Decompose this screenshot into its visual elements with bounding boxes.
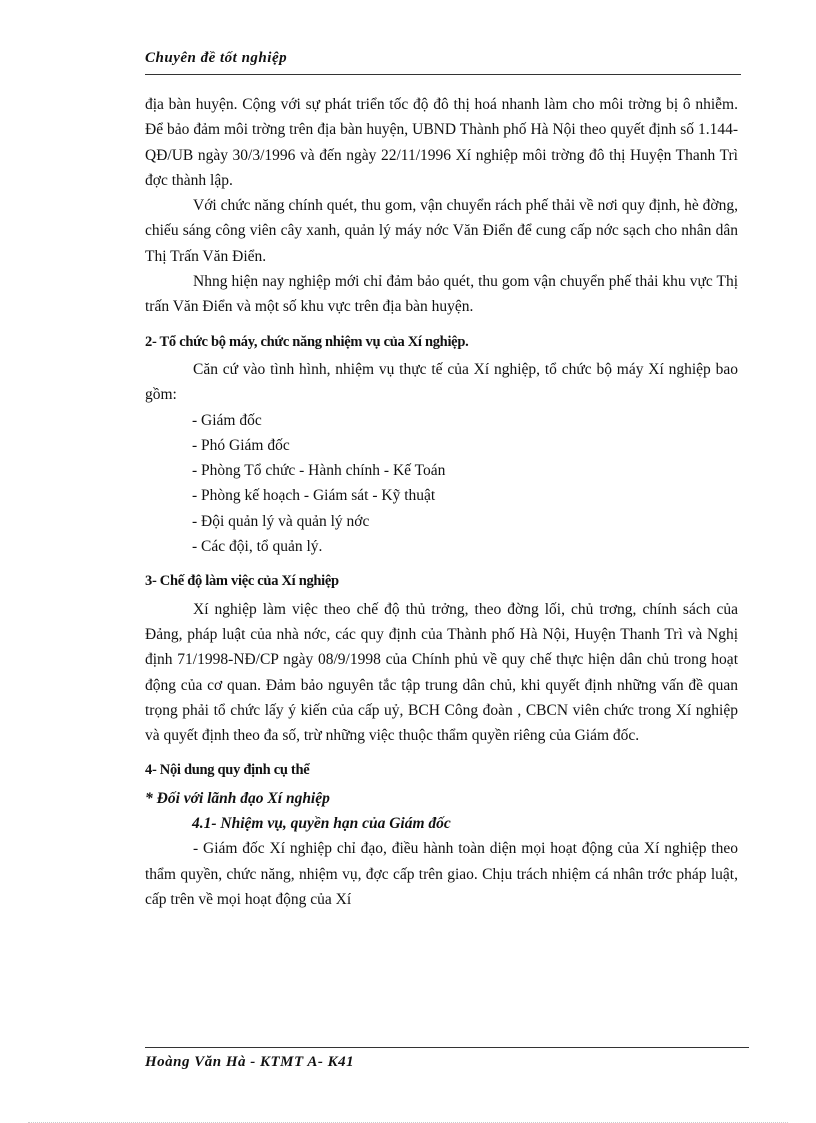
list-item: - Giám đốc [192, 411, 262, 429]
list-item: - Phòng kế hoạch - Giám sát - Kỹ thuật [192, 487, 436, 505]
list-item: - Phòng Tổ chức - Hành chính - Kế Toán [192, 462, 446, 480]
list-item: - Các đội, tổ quản lý. [192, 538, 323, 556]
paragraph-2: Với chức năng chính quét, thu gom, vận chuyển rách phế thải về nơi quy định, hè đờng, chiếu sáng công viên cây xanh, quản lý máy nớc Văn Điển để cung cấp nớc sạch cho nhân dân Thị Trấn Văn Điển. [145, 197, 738, 265]
list-item: - Đội quản lý và quản lý nớc [192, 512, 370, 530]
list-item: - Phó Giám đốc [192, 436, 290, 454]
section-4-heading: 4- Nội dung quy định cụ thể [145, 762, 310, 779]
footer-rule [145, 1047, 749, 1048]
page-footer: Hoàng Văn Hà - KTMT A- K41 [145, 1054, 355, 1070]
section-3-text: Xí nghiệp làm việc theo chế độ thủ trởng, theo đờng lối, chủ trơng, chính sách của Đảng, pháp luật của nhà nớc, các quy định của Thành phố Hà Nội, Huyện Thanh Trì và Nghị định 71/1998-NĐ/CP ngày 08/9/1998 của Chính phủ về quy chế thực hiện dân chủ trong hoạt động của cơ quan. Đảm bảo nguyên tắc tập trung dân chủ, khi quyết định những vấn đề quan trọng phải tổ chức lấy ý kiến của cấp uỷ, BCH Công đoàn , CBCN viên chức trong Xí nghiệp và quyết định theo đa số, trừ những việc thuộc thẩm quyền riêng của Giám đốc. [145, 600, 738, 745]
paragraph-3: Nhng hiện nay nghiệp mới chỉ đảm bảo quét, thu gom vận chuyển phế thải khu vực Thị trấn Văn Điển và một số khu vực trên địa bàn huyện. [145, 273, 738, 316]
section-2-heading: 2- Tổ chức bộ máy, chức năng nhiệm vụ của Xí nghiệp. [145, 333, 469, 350]
page-header: Chuyên đề tốt nghiệp [145, 50, 288, 66]
section-4-1-text: - Giám đốc Xí nghiệp chỉ đạo, điều hành toàn diện mọi hoạt động của Xí nghiệp theo thẩm quyền, chức năng, nhiệm vụ, đợc cấp trên giao. Chịu trách nhiệm cá nhân trớc pháp luật, cấp trên về mọi hoạt động của Xí [145, 840, 738, 908]
section-4-subheading: * Đối với lãnh đạo Xí nghiệp [145, 789, 330, 807]
header-rule [145, 74, 741, 75]
section-3-heading: 3- Chế độ làm việc của Xí nghiệp [145, 573, 339, 590]
document-body [145, 92, 738, 912]
section-4-1-heading: 4.1- Nhiệm vụ, quyền hạn của Giám đốc [192, 815, 451, 833]
section-2-intro: Căn cứ vào tình hình, nhiệm vụ thực tế của Xí nghiệp, tổ chức bộ máy Xí nghiệp bao gồm: [145, 360, 738, 404]
paragraph-1: địa bàn huyện. Cộng với sự phát triển tốc độ đô thị hoá nhanh làm cho môi trờng bị ô nhiễm. Để bảo đảm môi trờng trên địa bàn huyện, UBND Thành phố Hà Nội theo quyết định số 1.144-QĐ/UB ngày 30/3/1996 và đến ngày 22/11/1996 Xí nghiệp môi trờng đô thị Huyện Thanh Trì đợc thành lập. [145, 96, 738, 189]
